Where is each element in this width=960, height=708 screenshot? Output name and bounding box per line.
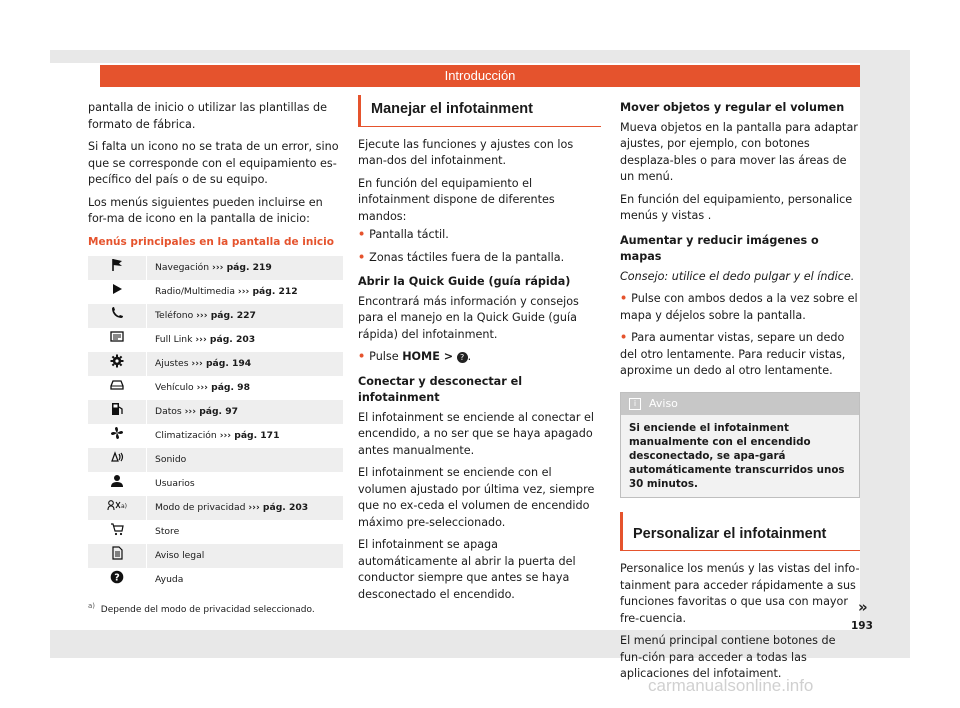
subheading-aumentar: Aumentar y reducir imágenes o mapas bbox=[620, 233, 819, 263]
footnote-mark: a) bbox=[88, 602, 96, 610]
aviso-body: Si enciende el infotainment manualmente con el encendido desconectado, se apa-gará automáticamente transcurridos unos 30 minutos. bbox=[621, 415, 859, 497]
page-reference[interactable]: ››› pág. 203 bbox=[195, 333, 256, 345]
subheading-mover: Mover objetos y regular el volumen bbox=[620, 101, 845, 114]
menu-label: Teléfono ››› pág. 227 bbox=[147, 304, 344, 328]
table-row bbox=[88, 304, 343, 328]
subheading-quick-guide: Abrir la Quick Guide (guía rápida) bbox=[358, 275, 571, 288]
table-row bbox=[88, 424, 343, 448]
menu-label: Ajustes ››› pág. 194 bbox=[147, 352, 344, 376]
phone-icon bbox=[88, 304, 147, 328]
paragraph: pantalla de inicio o utilizar las plantillas de formato de fábrica. bbox=[88, 101, 327, 131]
menu-label: Navegación ››› pág. 219 bbox=[147, 256, 344, 280]
menu-label: Sonido bbox=[147, 448, 344, 472]
fan-icon bbox=[88, 424, 147, 448]
page-number: 193 bbox=[851, 620, 873, 632]
table-title: Menús principales en la pantalla de inicio bbox=[88, 235, 334, 248]
paragraph: Personalice los menús y las vistas del info-tainment para acceder rápidamente a sus funciones favoritas o que usa con mayor fre-cuencia. bbox=[620, 562, 860, 625]
table-row bbox=[88, 352, 343, 376]
table-row bbox=[88, 496, 343, 520]
table-row bbox=[88, 568, 343, 592]
menu-label: Datos ››› pág. 97 bbox=[147, 400, 344, 424]
sound-icon bbox=[88, 448, 147, 472]
menu-label: Ayuda bbox=[147, 568, 344, 592]
table-row bbox=[88, 520, 343, 544]
menu-label: Usuarios bbox=[147, 472, 344, 496]
table-row bbox=[88, 376, 343, 400]
full-link-icon bbox=[88, 328, 147, 352]
table-row bbox=[88, 328, 343, 352]
paragraph: El infotainment se enciende al conectar el encendido, a no ser que se haya apagado antes manualmente. bbox=[358, 410, 595, 457]
tip-text: Consejo: utilice el dedo pulgar y el índice. bbox=[620, 269, 855, 283]
menu-label: Store bbox=[147, 520, 344, 544]
footnote bbox=[88, 598, 343, 619]
menu-label: Radio/Multimedia ››› pág. 212 bbox=[147, 280, 344, 304]
svg-text:?: ? bbox=[114, 572, 120, 584]
paragraph: Ejecute las funciones y ajustes con los man-dos del infotainment. bbox=[358, 137, 574, 167]
column-1 bbox=[88, 100, 343, 619]
page-reference[interactable]: ››› pág. 97 bbox=[184, 405, 239, 417]
paragraph: Los menús siguientes pueden incluirse en for-ma de icono en la pantalla de inicio: bbox=[88, 195, 323, 225]
user-icon bbox=[88, 472, 147, 496]
menu-label: Aviso legal bbox=[147, 544, 344, 568]
section-title-manejar: Manejar el infotainment bbox=[358, 95, 601, 127]
table-row bbox=[88, 448, 343, 472]
page-reference[interactable]: ››› pág. 203 bbox=[248, 501, 309, 513]
car-icon bbox=[88, 376, 147, 400]
table-row bbox=[88, 256, 343, 280]
paragraph: Si falta un icono no se trata de un error, sino que se corresponde con el equipamiento es-pecífico del país o de su equipo. bbox=[88, 140, 339, 186]
table-row bbox=[88, 544, 343, 568]
page-reference[interactable]: ››› pág. 171 bbox=[219, 429, 280, 441]
table-row bbox=[88, 400, 343, 424]
paragraph: En función del equipamiento, personalice menús y vistas . bbox=[620, 192, 853, 222]
section-title-personalizar: Personalizar el infotainment bbox=[620, 512, 860, 552]
table-row bbox=[88, 280, 343, 304]
menu-label: Full Link ››› pág. 203 bbox=[147, 328, 344, 352]
aviso-box bbox=[620, 392, 860, 498]
help-icon: ? bbox=[457, 352, 468, 363]
table-row bbox=[88, 472, 343, 496]
page-reference[interactable]: ››› pág. 212 bbox=[237, 285, 298, 297]
flag-icon bbox=[88, 256, 147, 280]
column-2 bbox=[358, 95, 601, 609]
subheading-conectar: Conectar y desconectar el infotainment bbox=[358, 374, 523, 404]
bullet-item: • Pulse con ambos dedos a la vez sobre el mapa y déjelos sobre la pantalla. bbox=[620, 292, 858, 322]
paragraph: Mueva objetos en la pantalla para adaptar ajustes, por ejemplo, con botones desplaza-bles o para mover las áreas de un menú. bbox=[620, 120, 858, 183]
page-reference[interactable]: ››› pág. 219 bbox=[212, 261, 272, 273]
section-header: Introducción bbox=[100, 65, 860, 87]
bullet-item: • Pantalla táctil. bbox=[358, 228, 449, 241]
paragraph: El infotainment se apaga automáticamente al abrir la puerta del conductor siempre que antes se haya desconectado el encendido. bbox=[358, 538, 576, 601]
paragraph: Encontrará más información y consejos para el manejo en la Quick Guide (guía rápida) del infotainment. bbox=[358, 294, 579, 341]
info-icon: i bbox=[629, 398, 641, 410]
fuel-icon bbox=[88, 400, 147, 424]
gear-icon bbox=[88, 352, 147, 376]
bullet-item-home: • Pulse HOME > ? . bbox=[358, 350, 472, 363]
privacy-icon: a) bbox=[88, 496, 147, 520]
column-3 bbox=[620, 100, 860, 689]
document-icon bbox=[88, 544, 147, 568]
help-icon bbox=[88, 568, 147, 592]
footnote-text: Depende del modo de privacidad seleccionado. bbox=[100, 605, 315, 615]
bullet-item: • Para aumentar vistas, separe un dedo del otro lentamente. Para reducir vistas, aproxime un dedo al otro lentamente. bbox=[620, 331, 846, 377]
cart-icon bbox=[88, 520, 147, 544]
aviso-header: i Aviso bbox=[621, 393, 859, 415]
page-reference[interactable]: ››› pág. 227 bbox=[196, 309, 256, 321]
play-icon bbox=[88, 280, 147, 304]
bullet-item: • Zonas táctiles fuera de la pantalla. bbox=[358, 250, 565, 264]
page-reference[interactable]: ››› pág. 194 bbox=[191, 357, 252, 369]
menu-label: Modo de privacidad ››› pág. 203 bbox=[147, 496, 344, 520]
menu-label: Vehículo ››› pág. 98 bbox=[147, 376, 344, 400]
paragraph: En función del equipamiento el infotainment dispone de diferentes mandos: bbox=[358, 176, 555, 223]
menu-icon-table bbox=[88, 256, 343, 592]
menu-label: Climatización ››› pág. 171 bbox=[147, 424, 344, 448]
paragraph: El menú principal contiene botones de fun-ción para acceder a todas las aplicaciones del infotaiment. bbox=[620, 634, 836, 680]
watermark: carmanualsonline.info bbox=[648, 676, 814, 695]
continue-marker: » bbox=[858, 598, 868, 616]
paragraph: El infotainment se enciende con el volumen ajustado por última vez, siempre que no ex-ceda el volumen de encendido máximo pre-seleccionado. bbox=[358, 466, 595, 529]
page-reference[interactable]: ››› pág. 98 bbox=[196, 381, 250, 393]
